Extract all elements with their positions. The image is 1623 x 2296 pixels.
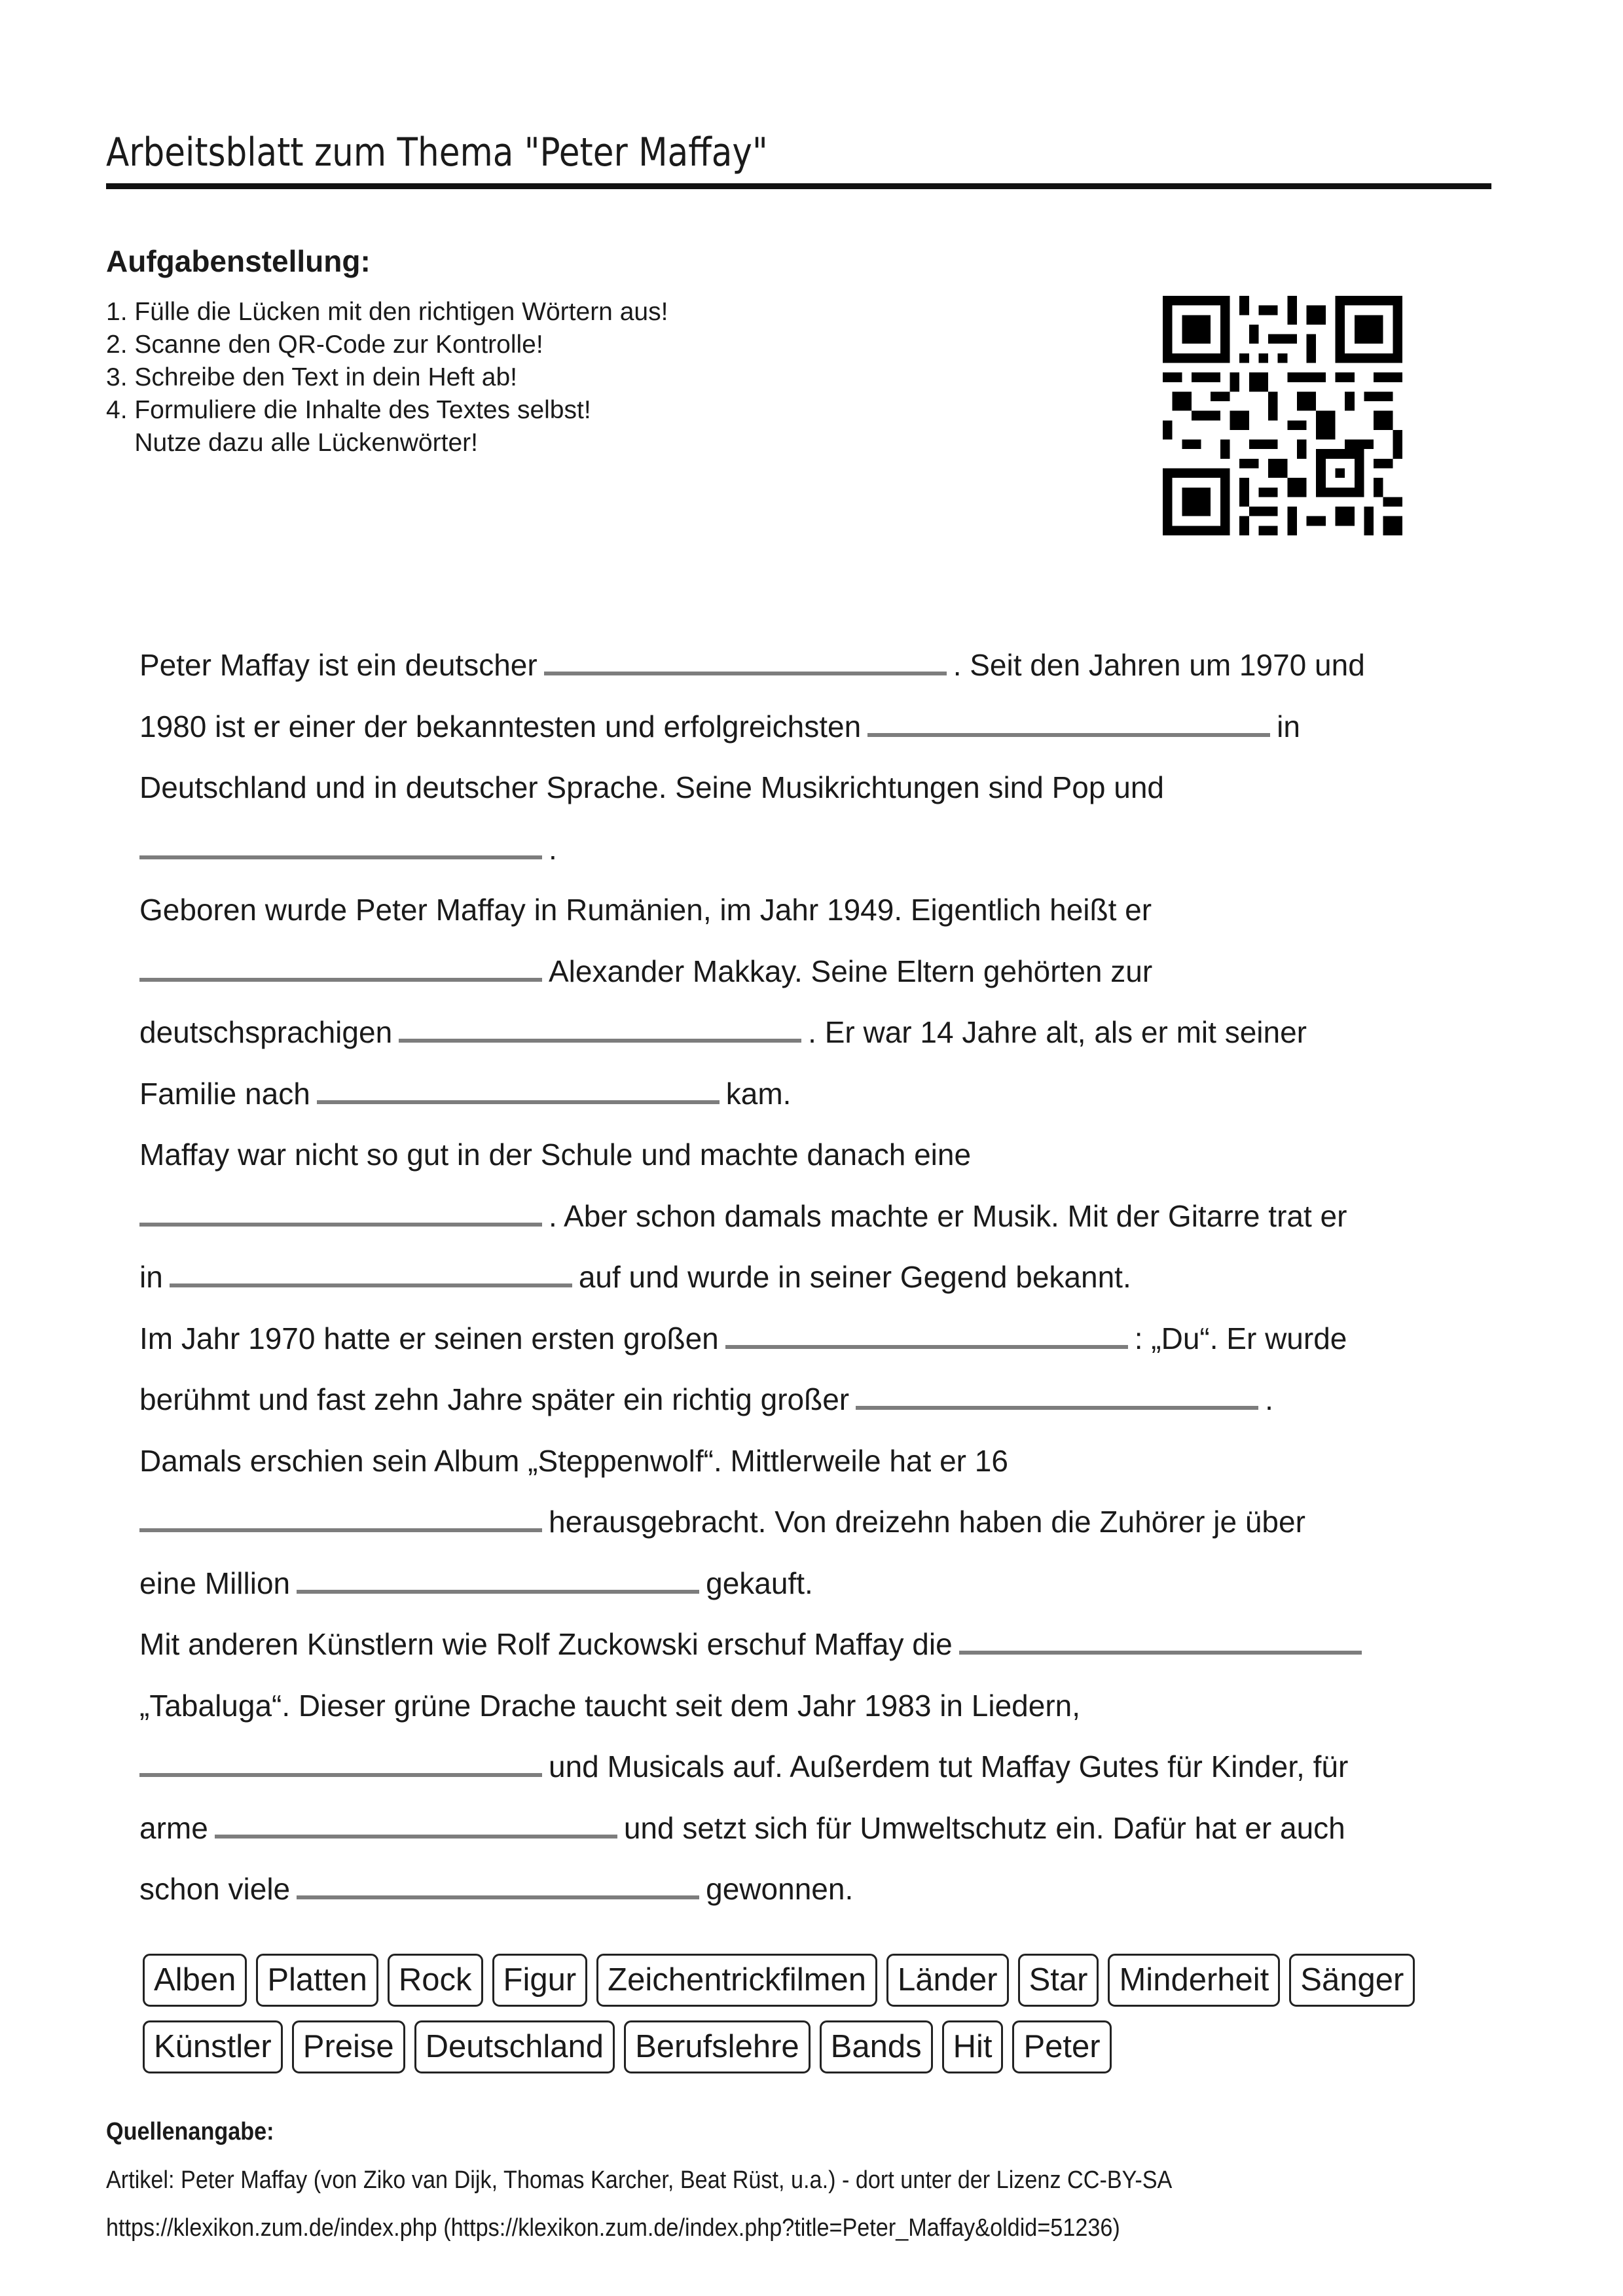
cloze-text-segment: herausgebracht. Von dreizehn haben die Zuhörer je über [549, 1505, 1305, 1539]
qr-code-icon [1163, 296, 1402, 535]
word-chip: Star [1018, 1954, 1099, 2007]
cloze-line [139, 635, 1514, 696]
cloze-text-segment: Mit anderen Künstlern wie Rolf Zuckowski erschuf Maffay die [139, 1627, 953, 1661]
cloze-line [139, 757, 1514, 819]
cloze-line [139, 1431, 1514, 1492]
instruction-item: Nutze dazu alle Lückenwörter! [106, 429, 478, 457]
cloze-line [139, 1614, 1514, 1676]
cloze-line [139, 1798, 1514, 1859]
cloze-text-segment: . Aber schon damals machte er Musik. Mit der Gitarre trat er [549, 1198, 1347, 1233]
cloze-text-segment: kam. [725, 1076, 792, 1111]
answer-blank[interactable] [544, 655, 947, 675]
page-title: Arbeitsblatt zum Thema "Peter Maffay" [106, 130, 768, 175]
cloze-line [139, 1247, 1514, 1308]
cloze-line [139, 1369, 1514, 1431]
cloze-text [139, 635, 1514, 1920]
cloze-text-segment: „Tabaluga“. Dieser grüne Drache taucht seit dem Jahr 1983 in Liedern, [139, 1688, 1081, 1723]
cloze-line [139, 1859, 1514, 1920]
answer-blank[interactable] [170, 1266, 572, 1287]
cloze-text-segment: Alexander Makkay. Seine Eltern gehörten zur [549, 954, 1153, 988]
word-chip: Berufslehre [624, 2020, 811, 2073]
word-chip: Sänger [1289, 1954, 1415, 2007]
answer-blank[interactable] [725, 1328, 1128, 1349]
cloze-text-segment: . [549, 831, 557, 866]
cloze-line [139, 1736, 1514, 1798]
cloze-line [139, 1124, 1514, 1186]
word-chip: Rock [388, 1954, 483, 2007]
source-heading: Quellenangabe: [106, 2118, 274, 2145]
cloze-line [139, 696, 1514, 758]
answer-blank[interactable] [139, 1206, 542, 1227]
cloze-text-segment: in [139, 1260, 163, 1294]
answer-blank[interactable] [139, 961, 542, 982]
instruction-item: 2. Scanne den QR-Code zur Kontrolle! [106, 331, 543, 359]
answer-blank[interactable] [867, 716, 1270, 737]
answer-blank[interactable] [297, 1573, 699, 1594]
cloze-text-segment: und setzt sich für Umweltschutz ein. Dafür hat er auch [623, 1810, 1345, 1845]
cloze-text-segment: Deutschland und in deutscher Sprache. Seine Musikrichtungen sind Pop und [139, 770, 1164, 804]
word-chip: Künstler [143, 2020, 283, 2073]
word-chip: Preise [292, 2020, 405, 2073]
instructions-list [106, 296, 668, 459]
answer-blank[interactable] [297, 1878, 699, 1899]
cloze-text-segment: auf und wurde in seiner Gegend bekannt. [578, 1260, 1131, 1294]
cloze-text-segment: Im Jahr 1970 hatte er seinen ersten großen [139, 1321, 719, 1355]
word-chip: Minderheit [1108, 1954, 1280, 2007]
title-divider [106, 183, 1491, 189]
cloze-text-segment: Damals erschien sein Album „Steppenwolf“. Mittlerweile hat er 16 [139, 1443, 1008, 1478]
answer-blank[interactable] [215, 1818, 617, 1839]
word-chip: Länder [886, 1954, 1009, 2007]
word-chip: Bands [820, 2020, 933, 2073]
answer-blank[interactable] [139, 1511, 542, 1532]
word-chip: Alben [143, 1954, 247, 2007]
cloze-line [139, 1553, 1514, 1615]
answer-blank[interactable] [317, 1083, 720, 1104]
cloze-line [139, 1308, 1514, 1370]
cloze-line [139, 1064, 1514, 1125]
word-bank-row [143, 1954, 1491, 2007]
word-chip: Figur [492, 1954, 588, 2007]
answer-blank[interactable] [139, 1756, 542, 1777]
word-chip: Peter [1012, 2020, 1111, 2073]
cloze-line [139, 1186, 1514, 1247]
cloze-text-segment: Maffay war nicht so gut in der Schule und machte danach eine [139, 1138, 972, 1172]
cloze-text-segment: 1980 ist er einer der bekanntesten und erfolgreichsten [139, 709, 862, 744]
answer-blank[interactable] [959, 1634, 1362, 1655]
word-chip: Zeichentrickfilmen [596, 1954, 877, 2007]
cloze-line [139, 819, 1514, 880]
cloze-text-segment: deutschsprachigen [139, 1015, 393, 1049]
word-chip: Hit [942, 2020, 1004, 2073]
word-chip: Platten [256, 1954, 378, 2007]
cloze-text-segment: Peter Maffay ist ein deutscher [139, 648, 538, 682]
cloze-line [139, 1002, 1514, 1064]
cloze-text-segment: in [1277, 709, 1300, 744]
cloze-text-segment: . Er war 14 Jahre alt, als er mit seiner [808, 1015, 1307, 1049]
cloze-line [139, 880, 1514, 941]
cloze-text-segment: und Musicals auf. Außerdem tut Maffay Gutes für Kinder, für [549, 1749, 1349, 1784]
word-chip: Deutschland [414, 2020, 615, 2073]
answer-blank[interactable] [399, 1022, 801, 1043]
cloze-text-segment: Geboren wurde Peter Maffay in Rumänien, im Jahr 1949. Eigentlich heißt er [139, 893, 1152, 927]
cloze-text-segment: berühmt und fast zehn Jahre später ein richtig großer [139, 1382, 850, 1416]
cloze-text-segment: gewonnen. [706, 1872, 854, 1906]
source-url: https://klexikon.zum.de/index.php (https://klexikon.zum.de/index.php?title=Peter_Maffay&oldid=51236) [106, 2214, 1120, 2242]
word-bank [143, 1954, 1491, 2087]
cloze-text-segment: gekauft. [706, 1566, 813, 1600]
cloze-text-segment: . [1265, 1382, 1273, 1416]
cloze-text-segment: schon viele [139, 1872, 291, 1906]
instruction-item: 4. Formuliere die Inhalte des Textes selbst! [106, 396, 591, 424]
instruction-item: 1. Fülle die Lücken mit den richtigen Wörtern aus! [106, 298, 668, 326]
cloze-text-segment: : „Du“. Er wurde [1134, 1321, 1347, 1355]
cloze-line [139, 941, 1514, 1003]
source-citation: Artikel: Peter Maffay (von Ziko van Dijk, Thomas Karcher, Beat Rüst, u.a.) - dort unter der Lizenz CC-BY-SA [106, 2166, 1173, 2194]
cloze-line [139, 1492, 1514, 1553]
answer-blank[interactable] [856, 1389, 1258, 1410]
cloze-line [139, 1676, 1514, 1737]
cloze-text-segment: arme [139, 1810, 208, 1845]
answer-blank[interactable] [139, 838, 542, 859]
cloze-text-segment: . Seit den Jahren um 1970 und [953, 648, 1365, 682]
cloze-text-segment: eine Million [139, 1566, 291, 1600]
instructions-heading: Aufgabenstellung: [106, 244, 371, 278]
word-bank-row [143, 2020, 1491, 2073]
instruction-item: 3. Schreibe den Text in dein Heft ab! [106, 363, 518, 391]
cloze-text-segment: Familie nach [139, 1076, 310, 1111]
